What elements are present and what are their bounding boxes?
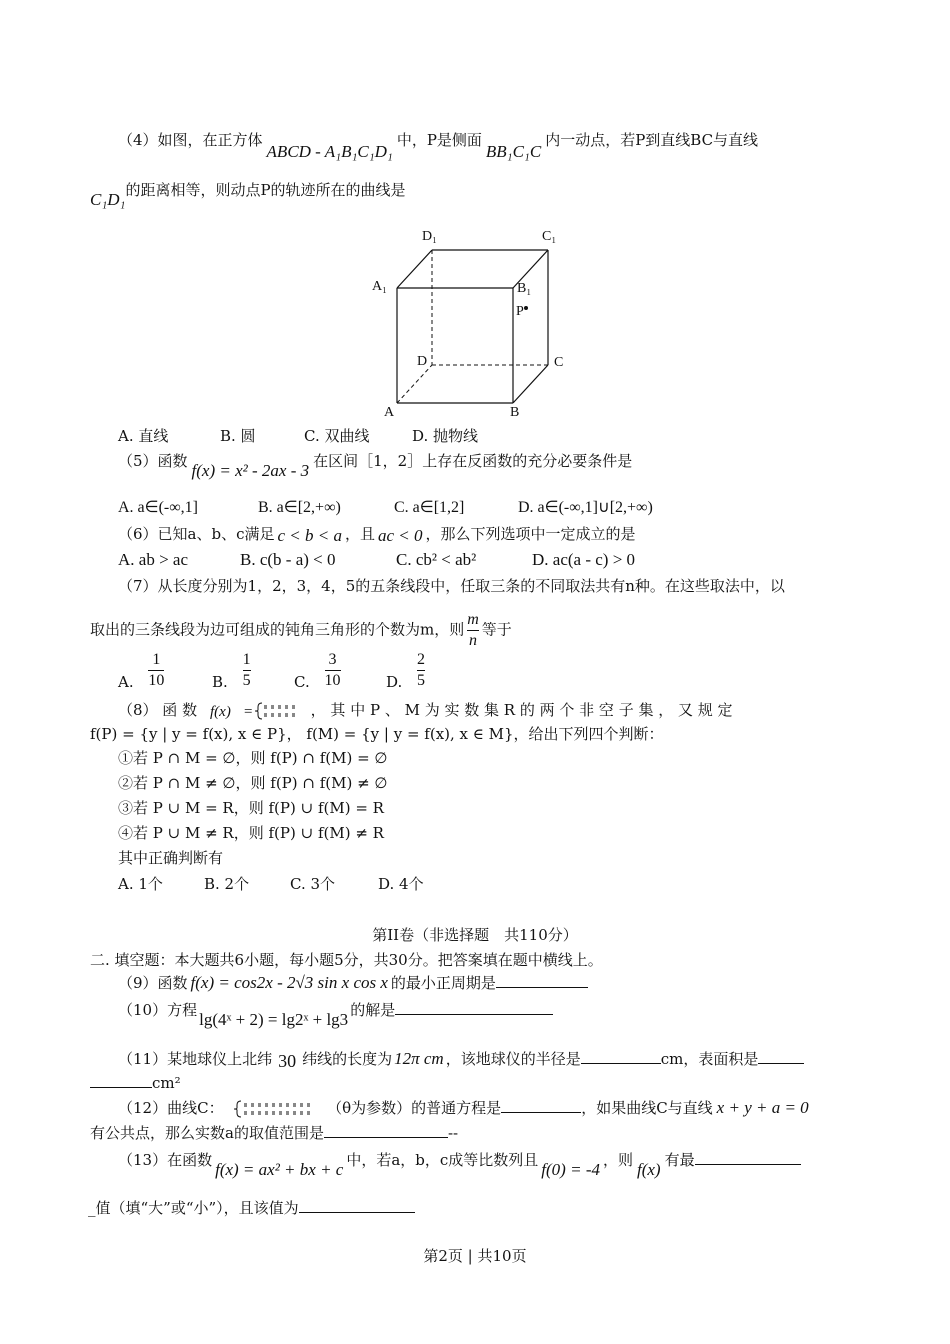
option-label: D.	[386, 672, 403, 691]
q6-option-c[interactable]: C. cb² < ab²	[396, 550, 477, 569]
q13-line2	[88, 1198, 415, 1218]
q7-option-d[interactable]	[386, 650, 425, 691]
q7-line1: （7）从长度分别为1，2，3，4，5的五条线段中，任取三条的不同取法共有n种。在这些取法中，以	[118, 577, 785, 595]
q8-judgement-4: ④若 P ∪ M ≠ R，则 f(P) ∪ f(M) ≠ R	[118, 824, 384, 842]
frac-num: 2	[417, 651, 426, 668]
q8-judgement-3: ③若 P ∪ M = R，则 f(P) ∪ f(M) = R	[118, 799, 384, 817]
q13-condition: f(0) = -4	[541, 1160, 600, 1179]
q10-text: 的解是	[350, 1001, 396, 1019]
q9-text: （9）函数	[118, 974, 188, 992]
label-a: A	[384, 405, 395, 420]
q8-option-d[interactable]: D. 4个	[378, 875, 424, 893]
q6-cond2: ac < 0	[378, 526, 423, 545]
part2-title: 第II卷（非选择题 共110分）	[372, 926, 578, 944]
q10-equation: lg(4ˣ + 2) = lg2ˣ + lg3	[199, 1010, 349, 1029]
q11-text: cm，表面积是	[660, 1050, 759, 1068]
q12-text: ，如果曲线C与直线	[581, 1099, 713, 1117]
q8-conclusion: 其中正确判断有	[118, 849, 224, 867]
edge-ad-hidden	[397, 365, 432, 403]
option-frac	[417, 650, 425, 691]
q8-line1	[118, 700, 733, 721]
point-p	[524, 306, 528, 310]
q13-text: （13）在函数	[118, 1151, 213, 1169]
q12-line2	[90, 1123, 458, 1143]
q11-text: ，该地球仪的半径是	[445, 1050, 581, 1068]
q7-option-a[interactable]	[118, 650, 164, 691]
q9-func-expr: f(x) = cos2x - 2√3 sin x cos x	[190, 973, 388, 992]
edge-bc	[513, 365, 548, 403]
q6-text: ，那么下列选项中一定成立的是	[425, 525, 636, 543]
q5-option-a[interactable]: A. a∈(-∞,1]	[118, 499, 198, 516]
label-b: B	[510, 405, 520, 420]
q13-extremum-blank[interactable]	[695, 1150, 801, 1165]
q10-text: （10）方程	[118, 1001, 198, 1019]
q5-func-expr: f(x) = x² - 2ax - 3	[191, 461, 310, 480]
q7-line2	[90, 610, 512, 651]
q12-parametric-system	[234, 1099, 318, 1119]
q4-cube-expr: ABCD - A₁B₁C₁D₁	[266, 142, 393, 161]
q11-stem	[118, 1048, 804, 1069]
q8-line2: f(P) = {y | y = f(x), x ∈ P}， f(M) = {y | y = f(x), x ∈ M}，给出下列四个判断：	[90, 725, 664, 743]
q4-text: （4）如图，在正方体	[118, 131, 263, 149]
q11-length: 12π cm	[394, 1049, 444, 1068]
q4-text: 中，P是侧面	[396, 131, 482, 149]
q12-text: （θ为参数）的普通方程是	[327, 1099, 502, 1117]
label-d1: D₁	[422, 229, 437, 244]
q9-stem	[118, 973, 588, 993]
label-c1: C₁	[542, 229, 557, 244]
q13-stem	[118, 1150, 801, 1179]
q13-fx: f(x)	[637, 1160, 661, 1179]
frac-den: 5	[242, 672, 251, 689]
q13-text: ，则	[602, 1151, 633, 1169]
q8-text: ， 其 中 P 、 M 为 实 数 集 R 的 两 个 非 空 子 集 ， 又 规 定	[310, 701, 733, 719]
page-footer: 第2页 | 共10页	[423, 1247, 527, 1265]
label-d: D	[417, 354, 428, 369]
frac-den: 5	[417, 672, 426, 689]
q10-answer-blank[interactable]	[395, 1000, 553, 1015]
q12-tail: --	[447, 1124, 459, 1142]
q4-line2	[90, 180, 406, 209]
label-c: C	[554, 355, 564, 370]
q13-text: 有最	[664, 1151, 695, 1169]
frac-num: 1	[242, 651, 251, 668]
q12-equation-blank[interactable]	[501, 1098, 581, 1113]
q4-line-expr: C₁D₁	[90, 190, 126, 209]
frac-num: m	[467, 611, 479, 628]
q4-text: 内一动点，若P到直线BC与直线	[545, 131, 759, 149]
q4-text: 的距离相等，则动点P的轨迹所在的曲线是	[125, 181, 406, 199]
option-frac	[243, 650, 251, 691]
q5-option-c[interactable]: C. a∈[1,2]	[394, 499, 465, 516]
q11-latitude: 30	[278, 1051, 297, 1071]
q11-unit: cm²	[152, 1074, 181, 1092]
q8-judgement-1: ①若 P ∩ M = ∅，则 f(P) ∩ f(M) = ∅	[118, 749, 388, 767]
frac-den: 10	[324, 672, 341, 689]
q4-option-c[interactable]: C. 双曲线	[304, 427, 370, 445]
q6-cond1: c < b < a	[277, 526, 342, 545]
q4-option-b[interactable]: B. 圆	[220, 427, 256, 445]
q13-func-expr: f(x) = ax² + bx + c	[215, 1160, 344, 1179]
q12-text: （12）曲线C：	[118, 1099, 224, 1117]
label-b1: B₁	[517, 281, 532, 296]
q13-text: _值（填“大”或“小”），且该值为	[88, 1199, 299, 1217]
q9-answer-blank[interactable]	[496, 973, 588, 988]
q4-option-a[interactable]: A. 直线	[118, 427, 169, 445]
q5-text: 在区间［1，2］上存在反函数的充分必要条件是	[313, 452, 633, 470]
frac-den: n	[469, 632, 478, 649]
q8-option-b[interactable]: B. 2个	[204, 875, 250, 893]
q6-option-b[interactable]: B. c(b - a) < 0	[240, 550, 336, 569]
option-label: B.	[212, 672, 228, 691]
option-frac	[325, 650, 341, 691]
q8-piecewise-function	[208, 701, 300, 721]
q11-text: （11）某地球仪上北纬	[118, 1050, 273, 1068]
part2-intro: 二. 填空题：本大题共6小题，每小题5分，共30分。把答案填在题中横线上。	[90, 951, 603, 969]
q11-area-blank[interactable]	[758, 1049, 804, 1064]
q9-text: 的最小正周期是	[390, 974, 496, 992]
q6-option-a[interactable]: A. ab > ac	[118, 550, 189, 569]
q6-stem	[118, 524, 636, 544]
q8-option-c[interactable]: C. 3个	[290, 875, 336, 893]
q6-text: （6）已知a、b、c满足	[118, 525, 275, 543]
q5-option-b[interactable]: B. a∈[2,+∞)	[258, 499, 341, 516]
frac-num: 3	[328, 651, 337, 668]
edge-a1d1	[397, 250, 432, 288]
q11-area-blank-cont[interactable]	[90, 1073, 152, 1088]
q12-range-blank[interactable]	[324, 1123, 448, 1138]
q8-judgement-2: ②若 P ∩ M ≠ ∅，则 f(P) ∩ f(M) ≠ ∅	[118, 774, 388, 792]
option-label: C.	[294, 672, 310, 691]
cube-figure	[360, 222, 590, 422]
q4-face-expr: BB₁C₁C	[485, 142, 542, 161]
option-frac	[148, 650, 164, 691]
q7-option-c[interactable]	[294, 650, 341, 691]
label-p: P	[516, 304, 524, 319]
svg-text:=: =	[243, 704, 253, 720]
q8-text: （8） 函 数	[118, 701, 198, 719]
q12-line-expr: x + y + a = 0	[716, 1098, 809, 1117]
frac-num: 1	[152, 651, 161, 668]
svg-text:f(x): f(x)	[209, 704, 231, 720]
q7-option-b[interactable]	[212, 650, 251, 691]
q12-stem	[118, 1098, 809, 1119]
q12-text: 有公共点，那么实数a的取值范围是	[90, 1124, 324, 1142]
q6-option-d[interactable]: D. ac(a - c) > 0	[532, 550, 636, 569]
q7-text: 等于	[481, 620, 512, 639]
q8-option-a[interactable]: A. 1个	[118, 875, 163, 893]
q7-options	[118, 650, 478, 696]
q4-line1	[118, 130, 759, 161]
q4-option-d[interactable]: D. 抛物线	[412, 427, 479, 445]
q13-text: 中，若a，b，c成等比数列且	[346, 1151, 539, 1169]
q6-text: ，且	[345, 525, 376, 543]
q7-fraction	[467, 610, 479, 651]
option-label: A.	[118, 672, 134, 691]
q11-line2	[90, 1073, 181, 1093]
label-a1: A₁	[372, 279, 387, 294]
q5-text: （5）函数	[118, 452, 188, 470]
q11-radius-blank[interactable]	[581, 1049, 661, 1064]
q13-value-blank[interactable]	[299, 1198, 415, 1213]
q5-option-d[interactable]: D. a∈(-∞,1]∪[2,+∞)	[518, 499, 653, 516]
q11-text: 纬线的长度为	[302, 1050, 393, 1068]
q7-text: 取出的三条线段为边可组成的钝角三角形的个数为m，则	[90, 620, 465, 639]
q10-stem	[118, 1000, 553, 1029]
q5-stem	[118, 451, 633, 480]
frac-den: 10	[148, 672, 165, 689]
